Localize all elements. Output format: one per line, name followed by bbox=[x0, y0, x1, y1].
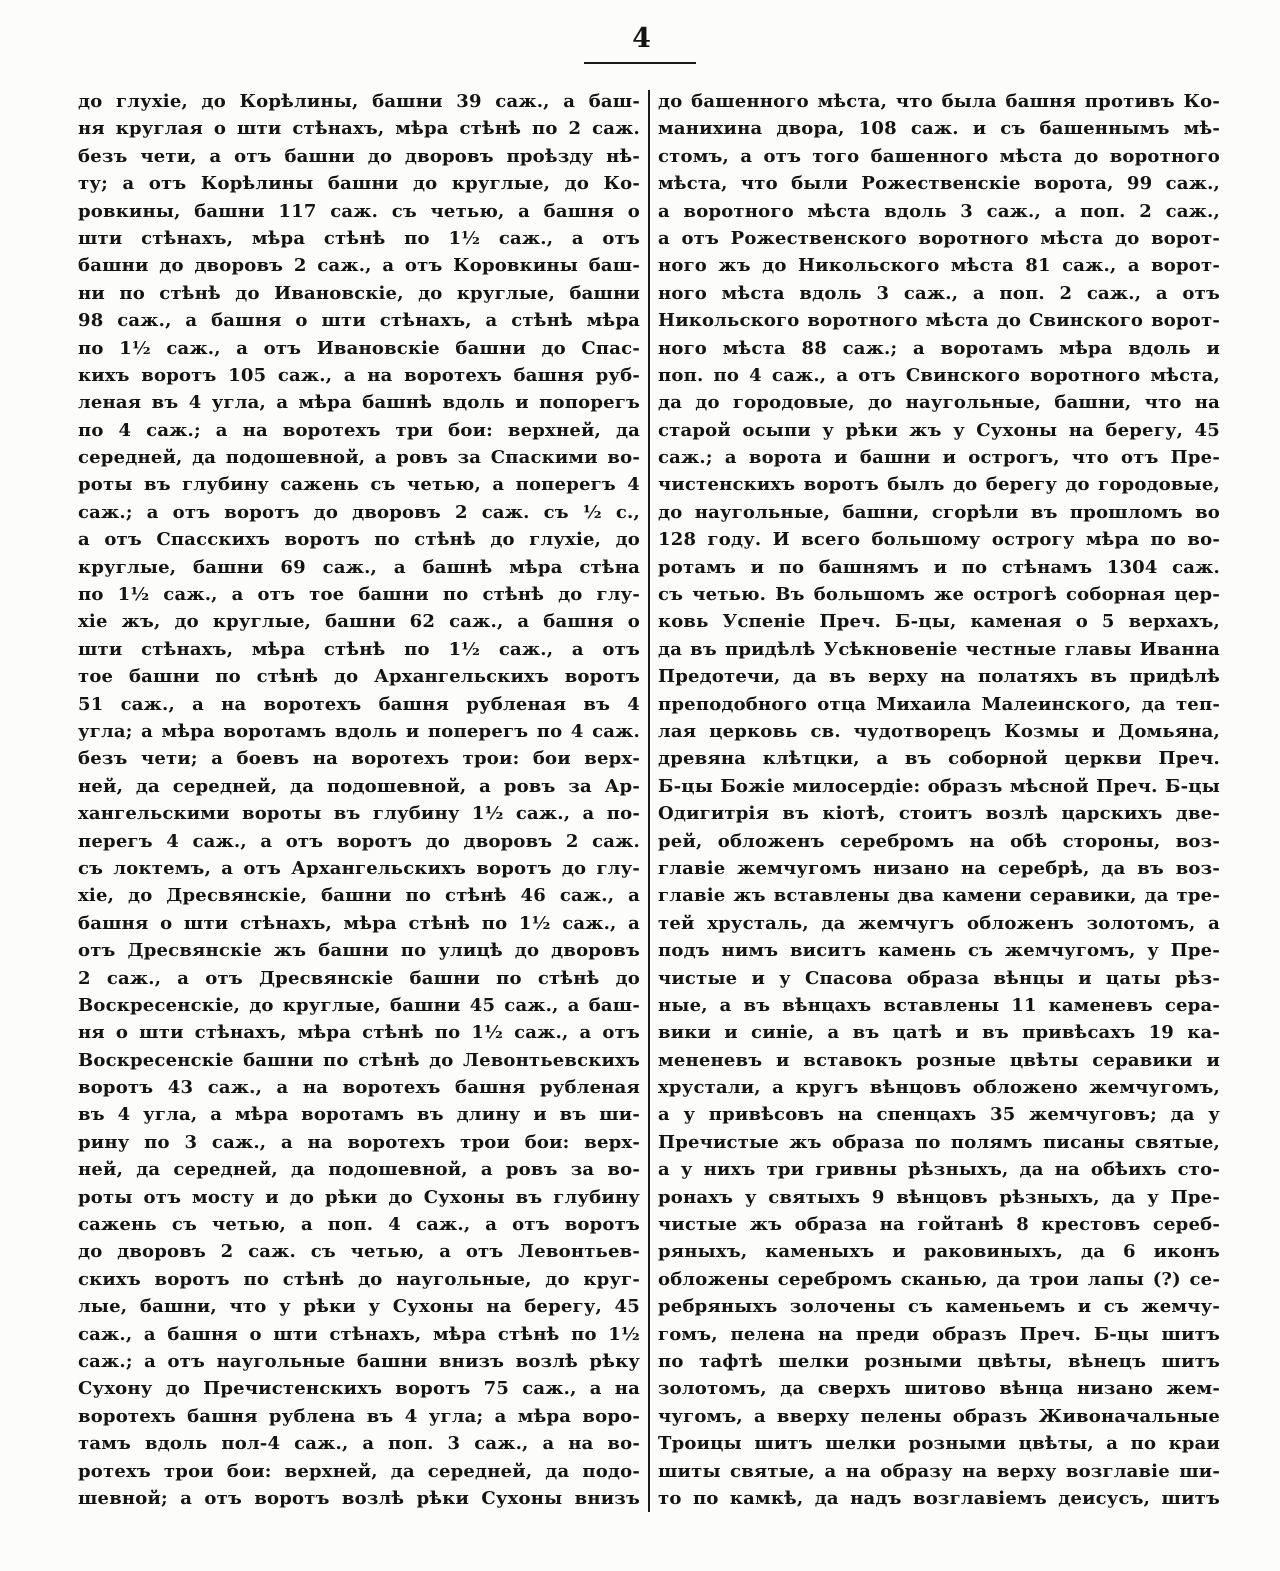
text-line: преподобного отца Михаила Малеинского, да теп- bbox=[658, 693, 1220, 715]
text-line: ротамъ и по башнямъ и по стѣнамъ 1304 саж. bbox=[658, 556, 1220, 578]
text-line: тамъ вдоль пол-4 саж., а поп. 3 саж., а на во- bbox=[78, 1433, 640, 1455]
text-line: лые, башни, что у рѣки у Сухоны на берегу, 45 bbox=[78, 1296, 640, 1318]
text-line: стомъ, а отъ того башенного мѣста до воротного bbox=[658, 145, 1220, 167]
text-line: леная въ 4 угла, а мѣра башнѣ вдоль и попорегъ bbox=[78, 392, 640, 414]
text-line: 2 саж., а отъ Дресвянскіе башни по стѣнѣ до bbox=[78, 967, 640, 989]
text-line: 98 саж., а башня о шти стѣнахъ, а стѣнѣ мѣра bbox=[78, 310, 640, 332]
text-line: ковь Успеніе Преч. Б-цы, каменая о 5 верхахъ, bbox=[658, 611, 1220, 633]
text-line: ряныхъ, каменыхъ и раковиныхъ, да 6 иконъ bbox=[658, 1241, 1220, 1263]
text-line: обложены серебромъ сканью, да трои лапы (?) се- bbox=[658, 1268, 1220, 1290]
text-line: чугомъ, а вверху пелены образъ Живоначальные bbox=[658, 1405, 1220, 1427]
text-line: тей хрусталь, да жемчугъ обложенъ золотомъ, а bbox=[658, 912, 1220, 934]
text-line: хрустали, а кругъ вѣнцовъ обложено жемчугомъ, bbox=[658, 1077, 1220, 1099]
text-line: 128 году. И всего большому острогу мѣра по во- bbox=[658, 529, 1220, 551]
text-line: роты въ глубину сажень съ четью, а поперегъ 4 bbox=[78, 474, 640, 496]
text-line: воротехъ башня рублена въ 4 угла; а мѣра воро- bbox=[78, 1405, 640, 1427]
text-line: Никольского воротного мѣста до Свинского ворот- bbox=[658, 310, 1220, 332]
text-line: хіе жъ, до круглые, башни 62 саж., а башня о bbox=[78, 611, 640, 633]
text-line: поп. по 4 саж., а отъ Свинского воротного мѣста, bbox=[658, 364, 1220, 386]
left-column bbox=[78, 88, 640, 1512]
text-line: безъ чети; а боевъ на воротехъ трои: бои верх- bbox=[78, 748, 640, 770]
text-line: старой осыпи у рѣки жъ у Сухоны на берегу, 45 bbox=[658, 419, 1220, 441]
text-line: ротехъ трои бои: верхней, да середней, да подо- bbox=[78, 1460, 640, 1482]
text-line: манихина двора, 108 саж. и съ башеннымъ мѣ- bbox=[658, 118, 1220, 140]
text-line: вики и синіе, а въ цатѣ и въ привѣсахъ 19 ка- bbox=[658, 1022, 1220, 1044]
text-line: шти стѣнахъ, мѣра стѣнѣ по 1½ саж., а отъ bbox=[78, 227, 640, 249]
text-line: сажень съ четью, а поп. 4 саж., а отъ воротъ bbox=[78, 1214, 640, 1236]
text-line: круглые, башни 69 саж., а башнѣ мѣра стѣна bbox=[78, 556, 640, 578]
text-line: середней, да подошевной, а ровъ за Спаскими во- bbox=[78, 447, 640, 469]
text-line: чистые и у Спасова образа вѣнцы и цаты рѣз- bbox=[658, 967, 1220, 989]
text-line: а воротного мѣста вдоль 3 саж., а поп. 2 саж., bbox=[658, 200, 1220, 222]
text-line: шиты святые, а на образу на верху возглавіе ши- bbox=[658, 1460, 1220, 1482]
text-line: ровкины, башни 117 саж. съ четью, а башня о bbox=[78, 200, 640, 222]
text-line: безъ чети, а отъ башни до дворовъ проѣзду нѣ- bbox=[78, 145, 640, 167]
text-line: скихъ воротъ по стѣнѣ до наугольные, до круг- bbox=[78, 1268, 640, 1290]
text-line: а отъ Спасскихъ воротъ по стѣнѣ до глухіе, до bbox=[78, 529, 640, 551]
page-number: 4 bbox=[632, 23, 652, 54]
text-line: саж.; а отъ наугольные башни внизъ возлѣ рѣку bbox=[78, 1350, 640, 1372]
text-line: лая церковь св. чудотворецъ Козмы и Домьяна, bbox=[658, 720, 1220, 742]
text-line: ребряныхъ золочены съ каменьемъ и съ жемчу- bbox=[658, 1296, 1220, 1318]
text-line: рину по 3 саж., а на воротехъ трои бои: верх- bbox=[78, 1131, 640, 1153]
text-line: мѣста, что были Рожественскіе ворота, 99 саж., bbox=[658, 173, 1220, 195]
text-line: до наугольные, башни, сгорѣли въ прошломъ во bbox=[658, 501, 1220, 523]
text-line: ня о шти стѣнахъ, мѣра стѣнѣ по 1½ саж., а отъ bbox=[78, 1022, 640, 1044]
text-line: шти стѣнахъ, мѣра стѣнѣ по 1½ саж., а отъ bbox=[78, 638, 640, 660]
text-line: тое башни по стѣнѣ до Архангельскихъ воротъ bbox=[78, 666, 640, 688]
text-line: угла; а мѣра воротамъ вдоль и поперегъ по 4 саж. bbox=[78, 720, 640, 742]
text-line: да до городовые, до наугольные, башни, что на bbox=[658, 392, 1220, 414]
text-line: а у привѣсовъ на спенцахъ 35 жемчуговъ; да у bbox=[658, 1104, 1220, 1126]
text-line: по тафтѣ шелки розными цвѣты, вѣнецъ шитъ bbox=[658, 1350, 1220, 1372]
text-line: ней, да середней, да подошевной, а ровъ за во- bbox=[78, 1159, 640, 1181]
text-line: 51 саж., а на воротехъ башня рубленая въ 4 bbox=[78, 693, 640, 715]
text-line: ного мѣста вдоль 3 саж., а поп. 2 саж., а отъ bbox=[658, 282, 1220, 304]
text-line: гомъ, пелена на преди образъ Преч. Б-цы шитъ bbox=[658, 1323, 1220, 1345]
text-line: ни по стѣнѣ до Ивановскіе, до круглые, башни bbox=[78, 282, 640, 304]
text-line: Б-цы Божіе милосердіе: образъ мѣсной Преч. Б-цы bbox=[658, 775, 1220, 797]
text-line: главіе жемчугомъ низано на серебрѣ, да въ воз- bbox=[658, 857, 1220, 879]
text-line: кихъ воротъ 105 саж., а на воротехъ башня руб- bbox=[78, 364, 640, 386]
text-line: Воскресенскіе, до круглые, башни 45 саж., а баш- bbox=[78, 994, 640, 1016]
text-line: ного жъ до Никольского мѣста 81 саж., а ворот- bbox=[658, 255, 1220, 277]
text-line: роты отъ мосту и до рѣки до Сухоны въ глубину bbox=[78, 1186, 640, 1208]
text-line: саж., а башня о шти стѣнахъ, мѣра стѣнѣ по 1½ bbox=[78, 1323, 640, 1345]
text-line: шевной; а отъ воротъ возлѣ рѣки Сухоны внизъ bbox=[78, 1487, 640, 1509]
text-line: главіе жъ вставлены два камени серавики, да тре- bbox=[658, 885, 1220, 907]
text-line: Пречистые жъ образа по полямъ писаны святые, bbox=[658, 1131, 1220, 1153]
text-line: хіе, до Дресвянскіе, башни по стѣнѣ 46 саж., а bbox=[78, 885, 640, 907]
text-line: отъ Дресвянскіе жъ башни по улицѣ до дворовъ bbox=[78, 940, 640, 962]
text-line: въ 4 угла, а мѣра воротамъ въ длину и въ ши- bbox=[78, 1104, 640, 1126]
text-line: перегъ 4 саж., а отъ воротъ до дворовъ 2 саж. bbox=[78, 830, 640, 852]
text-line: Воскресенскіе башни по стѣнѣ до Левонтьевскихъ bbox=[78, 1049, 640, 1071]
text-line: воротъ 43 саж., а на воротехъ башня рубленая bbox=[78, 1077, 640, 1099]
text-line: башня о шти стѣнахъ, мѣра стѣнѣ по 1½ саж., а bbox=[78, 912, 640, 934]
text-line: башни до дворовъ 2 саж., а отъ Коровкины баш- bbox=[78, 255, 640, 277]
text-line: то по камкѣ, да надъ возглавіемъ деисусъ, шитъ bbox=[658, 1487, 1220, 1509]
text-line: саж.; а отъ воротъ до дворовъ 2 саж. съ ½ с., bbox=[78, 501, 640, 523]
text-line: по 1½ саж., а отъ тое башни по стѣнѣ до глу- bbox=[78, 584, 640, 606]
text-line: саж.; а ворота и башни и острогъ, что отъ Пре- bbox=[658, 447, 1220, 469]
text-line: до башенного мѣста, что была башня противъ Ко- bbox=[658, 91, 1220, 112]
column-divider bbox=[648, 90, 650, 1512]
text-line: ные, а въ вѣнцахъ вставлены 11 каменевъ сера- bbox=[658, 994, 1220, 1016]
text-line: да въ придѣлѣ Усѣкновеніе честные главы Иванна bbox=[658, 638, 1220, 660]
text-line: хангельскими вороты въ глубину 1½ саж., а по- bbox=[78, 803, 640, 825]
text-line: подъ нимъ виситъ камень съ жемчугомъ, у Пре- bbox=[658, 940, 1220, 962]
text-line: по 4 саж.; а на воротехъ три бои: верхней, да bbox=[78, 419, 640, 441]
text-line: рей, обложенъ серебромъ на обѣ стороны, воз- bbox=[658, 830, 1220, 852]
text-line: древяна клѣтцки, а въ соборной церкви Преч. bbox=[658, 748, 1220, 770]
text-line: Предотечи, да въ верху на полатяхъ въ придѣлѣ bbox=[658, 666, 1220, 688]
text-line: до глухіе, до Корѣлины, башни 39 саж., а баш- bbox=[78, 91, 640, 112]
text-line: съ четью. Въ большомъ же острогѣ соборная цер- bbox=[658, 584, 1220, 606]
text-line: ня круглая о шти стѣнахъ, мѣра стѣнѣ по 2 саж. bbox=[78, 118, 640, 140]
text-line: ного мѣста 88 саж.; а воротамъ мѣра вдоль и bbox=[658, 337, 1220, 359]
text-line: съ локтемъ, а отъ Архангельскихъ воротъ до глу- bbox=[78, 857, 640, 879]
text-line: чистые жъ образа на гойтанѣ 8 крестовъ сереб- bbox=[658, 1214, 1220, 1236]
page-number-rule bbox=[584, 62, 696, 64]
text-line: чистенскихъ воротъ былъ до берегу до городовые, bbox=[658, 474, 1220, 496]
text-line: а у нихъ три гривны рѣзныхъ, да на обѣихъ сто- bbox=[658, 1159, 1220, 1181]
text-line: Сухону до Пречистенскихъ воротъ 75 саж., а на bbox=[78, 1378, 640, 1400]
right-column bbox=[658, 88, 1220, 1512]
text-line: ту; а отъ Корѣлины башни до круглые, до Ко- bbox=[78, 173, 640, 195]
text-line: до дворовъ 2 саж. съ четью, а отъ Левонтьев- bbox=[78, 1241, 640, 1263]
text-line: Троицы шитъ шелки розными цвѣты, а по краи bbox=[658, 1433, 1220, 1455]
page-header bbox=[0, 24, 1280, 64]
text-line: по 1½ саж., а отъ Ивановскіе башни до Спас- bbox=[78, 337, 640, 359]
text-columns bbox=[78, 88, 1222, 1512]
text-line: ней, да середней, да подошевной, а ровъ за Ар- bbox=[78, 775, 640, 797]
text-line: золотомъ, да сверхъ шитово вѣнца низано жем- bbox=[658, 1378, 1220, 1400]
text-line: мененевъ и вставокъ розные цвѣты серавики и bbox=[658, 1049, 1220, 1071]
text-line: Одигитрія въ кіотѣ, стоитъ возлѣ царскихъ две- bbox=[658, 803, 1220, 825]
text-line: а отъ Рожественского воротного мѣста до ворот- bbox=[658, 227, 1220, 249]
text-line: ронахъ у святыхъ 9 вѣнцовъ рѣзныхъ, да у Пре- bbox=[658, 1186, 1220, 1208]
